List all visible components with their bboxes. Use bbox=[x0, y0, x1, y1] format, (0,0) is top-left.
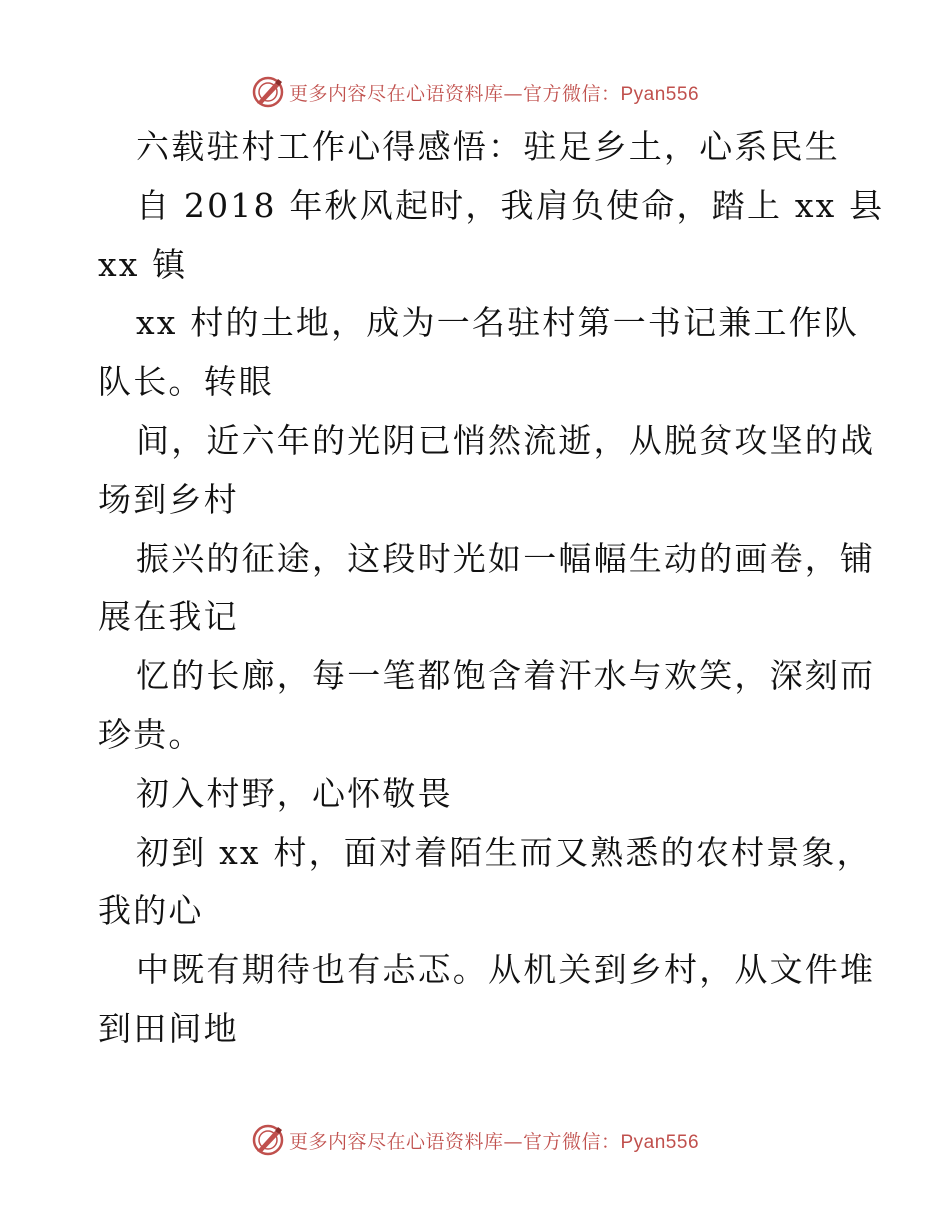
text-line: xx 村的土地，成为一名驻村第一书记兼工作队 bbox=[136, 303, 860, 343]
header-wechat-id: Pyan556 bbox=[620, 83, 700, 105]
pen-logo-icon bbox=[251, 75, 285, 109]
text-line: 珍贵。 bbox=[98, 714, 204, 754]
text-line: 队长。转眼 bbox=[98, 362, 274, 402]
text-line: 中既有期待也有忐忑。从机关到乡村，从文件堆 bbox=[136, 950, 876, 990]
text-line: 间，近六年的光阴已悄然流逝，从脱贫攻坚的战 bbox=[136, 420, 876, 460]
text-line: xx 镇 bbox=[98, 244, 188, 284]
text-line: 展在我记 bbox=[98, 597, 239, 637]
document-body bbox=[98, 118, 885, 1059]
header-banner bbox=[0, 72, 950, 112]
text-line: 振兴的征途，这段时光如一幅幅生动的画卷，铺 bbox=[136, 538, 876, 578]
text-line: 忆的长廊，每一笔都饱含着汗水与欢笑，深刻而 bbox=[136, 656, 876, 696]
header-banner-text: 更多内容尽在心语资料库—官方微信： bbox=[288, 82, 621, 105]
text-line: 我的心 bbox=[98, 891, 204, 931]
text-line: 到田间地 bbox=[98, 1008, 239, 1048]
pen-logo-icon bbox=[251, 1123, 285, 1157]
text-line: 场到乡村 bbox=[98, 479, 239, 519]
footer-banner bbox=[0, 1120, 950, 1160]
text-line: 自 2018 年秋风起时，我肩负使命，踏上 xx 县 bbox=[136, 185, 885, 225]
section-heading: 初入村野，心怀敬畏 bbox=[136, 773, 453, 813]
footer-banner-text: 更多内容尽在心语资料库—官方微信： bbox=[288, 1130, 621, 1153]
document-title: 六载驻村工作心得感悟：驻足乡土，心系民生 bbox=[136, 127, 840, 166]
footer-wechat-id: Pyan556 bbox=[620, 1131, 700, 1153]
text-line: 初到 xx 村，面对着陌生而又熟悉的农村景象， bbox=[136, 832, 872, 872]
